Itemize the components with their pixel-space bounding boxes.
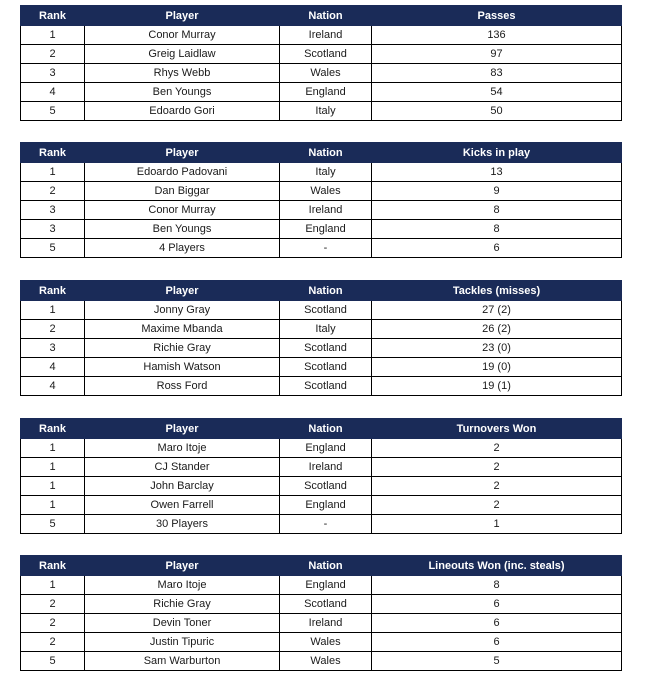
player-cell: John Barclay [85,477,280,496]
stat-cell: 5 [372,652,622,671]
stat-cell: 6 [372,633,622,652]
nation-cell: Wales [280,182,372,201]
table-row [21,320,622,339]
stat-cell: 136 [372,26,622,45]
stat-cell: 19 (1) [372,377,622,396]
nation-cell: Ireland [280,26,372,45]
rank-cell: 1 [21,163,85,182]
rank-cell: 5 [21,652,85,671]
table-row [21,182,622,201]
column-header-stat: Tackles (misses) [372,281,622,301]
column-header-rank: Rank [21,6,85,26]
tackles-table [20,280,622,396]
stat-cell: 8 [372,201,622,220]
nation-cell: - [280,239,372,258]
rank-cell: 3 [21,339,85,358]
column-header-nation: Nation [280,143,372,163]
stat-cell: 6 [372,239,622,258]
turnovers-table [20,418,622,534]
rank-cell: 1 [21,576,85,595]
rank-cell: 3 [21,64,85,83]
player-cell: Ross Ford [85,377,280,396]
table-row [21,220,622,239]
table-row [21,477,622,496]
stat-cell: 9 [372,182,622,201]
nation-cell: Ireland [280,458,372,477]
table-row [21,339,622,358]
rank-cell: 5 [21,102,85,121]
stat-cell: 26 (2) [372,320,622,339]
table-row [21,26,622,45]
nation-cell: England [280,83,372,102]
stat-cell: 2 [372,477,622,496]
nation-cell: Scotland [280,377,372,396]
table-row [21,64,622,83]
table-row [21,163,622,182]
rank-cell: 1 [21,301,85,320]
rank-cell: 2 [21,633,85,652]
rank-cell: 5 [21,515,85,534]
column-header-player: Player [85,143,280,163]
rank-cell: 1 [21,26,85,45]
table-row [21,439,622,458]
rank-cell: 1 [21,439,85,458]
table-row [21,301,622,320]
stat-cell: 97 [372,45,622,64]
rank-cell: 1 [21,496,85,515]
player-cell: Justin Tipuric [85,633,280,652]
player-cell: Maxime Mbanda [85,320,280,339]
stat-cell: 83 [372,64,622,83]
rank-cell: 3 [21,220,85,239]
rank-cell: 1 [21,458,85,477]
column-header-rank: Rank [21,556,85,576]
column-header-rank: Rank [21,419,85,439]
nation-cell: Scotland [280,595,372,614]
player-cell: Edoardo Padovani [85,163,280,182]
nation-cell: Scotland [280,45,372,64]
stat-cell: 2 [372,458,622,477]
player-cell: Conor Murray [85,26,280,45]
nation-cell: Scotland [280,339,372,358]
nation-cell: Wales [280,633,372,652]
stat-cell: 27 (2) [372,301,622,320]
stat-cell: 19 (0) [372,358,622,377]
stat-cell: 1 [372,515,622,534]
player-cell: Maro Itoje [85,576,280,595]
stat-cell: 23 (0) [372,339,622,358]
table-row [21,45,622,64]
table-row [21,652,622,671]
player-cell: Owen Farrell [85,496,280,515]
column-header-player: Player [85,556,280,576]
rank-cell: 2 [21,320,85,339]
player-cell: Edoardo Gori [85,102,280,121]
player-cell: CJ Stander [85,458,280,477]
column-header-player: Player [85,281,280,301]
stat-cell: 54 [372,83,622,102]
player-cell: Rhys Webb [85,64,280,83]
player-cell: Jonny Gray [85,301,280,320]
rank-cell: 2 [21,614,85,633]
nation-cell: Scotland [280,477,372,496]
rank-cell: 5 [21,239,85,258]
header-row [21,6,622,26]
stat-cell: 2 [372,496,622,515]
player-cell: Sam Warburton [85,652,280,671]
column-header-rank: Rank [21,143,85,163]
nation-cell: Wales [280,652,372,671]
table-row [21,614,622,633]
nation-cell: England [280,496,372,515]
nation-cell: England [280,220,372,239]
table-row [21,595,622,614]
nation-cell: Scotland [280,301,372,320]
column-header-player: Player [85,6,280,26]
player-cell: Devin Toner [85,614,280,633]
column-header-nation: Nation [280,419,372,439]
stat-cell: 6 [372,595,622,614]
header-row [21,143,622,163]
player-cell: Hamish Watson [85,358,280,377]
column-header-stat: Kicks in play [372,143,622,163]
rank-cell: 2 [21,45,85,64]
stat-cell: 8 [372,576,622,595]
rank-cell: 1 [21,477,85,496]
table-row [21,576,622,595]
table-row [21,83,622,102]
nation-cell: Scotland [280,358,372,377]
player-cell: 4 Players [85,239,280,258]
rank-cell: 2 [21,182,85,201]
table-row [21,515,622,534]
table-row [21,377,622,396]
rank-cell: 4 [21,83,85,102]
player-cell: Dan Biggar [85,182,280,201]
column-header-nation: Nation [280,6,372,26]
lineouts-table [20,555,622,671]
table-row [21,239,622,258]
table-row [21,633,622,652]
player-cell: Ben Youngs [85,220,280,239]
player-cell: Ben Youngs [85,83,280,102]
rank-cell: 4 [21,377,85,396]
column-header-nation: Nation [280,556,372,576]
stat-cell: 6 [372,614,622,633]
player-cell: Greig Laidlaw [85,45,280,64]
nation-cell: Ireland [280,614,372,633]
player-cell: 30 Players [85,515,280,534]
nation-cell: Italy [280,102,372,121]
column-header-stat: Lineouts Won (inc. steals) [372,556,622,576]
column-header-stat: Passes [372,6,622,26]
rank-cell: 4 [21,358,85,377]
nation-cell: England [280,439,372,458]
nation-cell: Italy [280,163,372,182]
player-cell: Maro Itoje [85,439,280,458]
table-row [21,102,622,121]
table-row [21,496,622,515]
header-row [21,281,622,301]
column-header-stat: Turnovers Won [372,419,622,439]
column-header-player: Player [85,419,280,439]
nation-cell: - [280,515,372,534]
stat-cell: 13 [372,163,622,182]
table-row [21,201,622,220]
rank-cell: 3 [21,201,85,220]
nation-cell: Italy [280,320,372,339]
nation-cell: England [280,576,372,595]
rank-cell: 2 [21,595,85,614]
passes-table [20,5,622,121]
nation-cell: Wales [280,64,372,83]
stat-cell: 8 [372,220,622,239]
table-row [21,458,622,477]
player-cell: Conor Murray [85,201,280,220]
table-row [21,358,622,377]
player-cell: Richie Gray [85,339,280,358]
player-cell: Richie Gray [85,595,280,614]
header-row [21,419,622,439]
stat-cell: 50 [372,102,622,121]
stat-cell: 2 [372,439,622,458]
column-header-nation: Nation [280,281,372,301]
kicks-table [20,142,622,258]
header-row [21,556,622,576]
nation-cell: Ireland [280,201,372,220]
column-header-rank: Rank [21,281,85,301]
